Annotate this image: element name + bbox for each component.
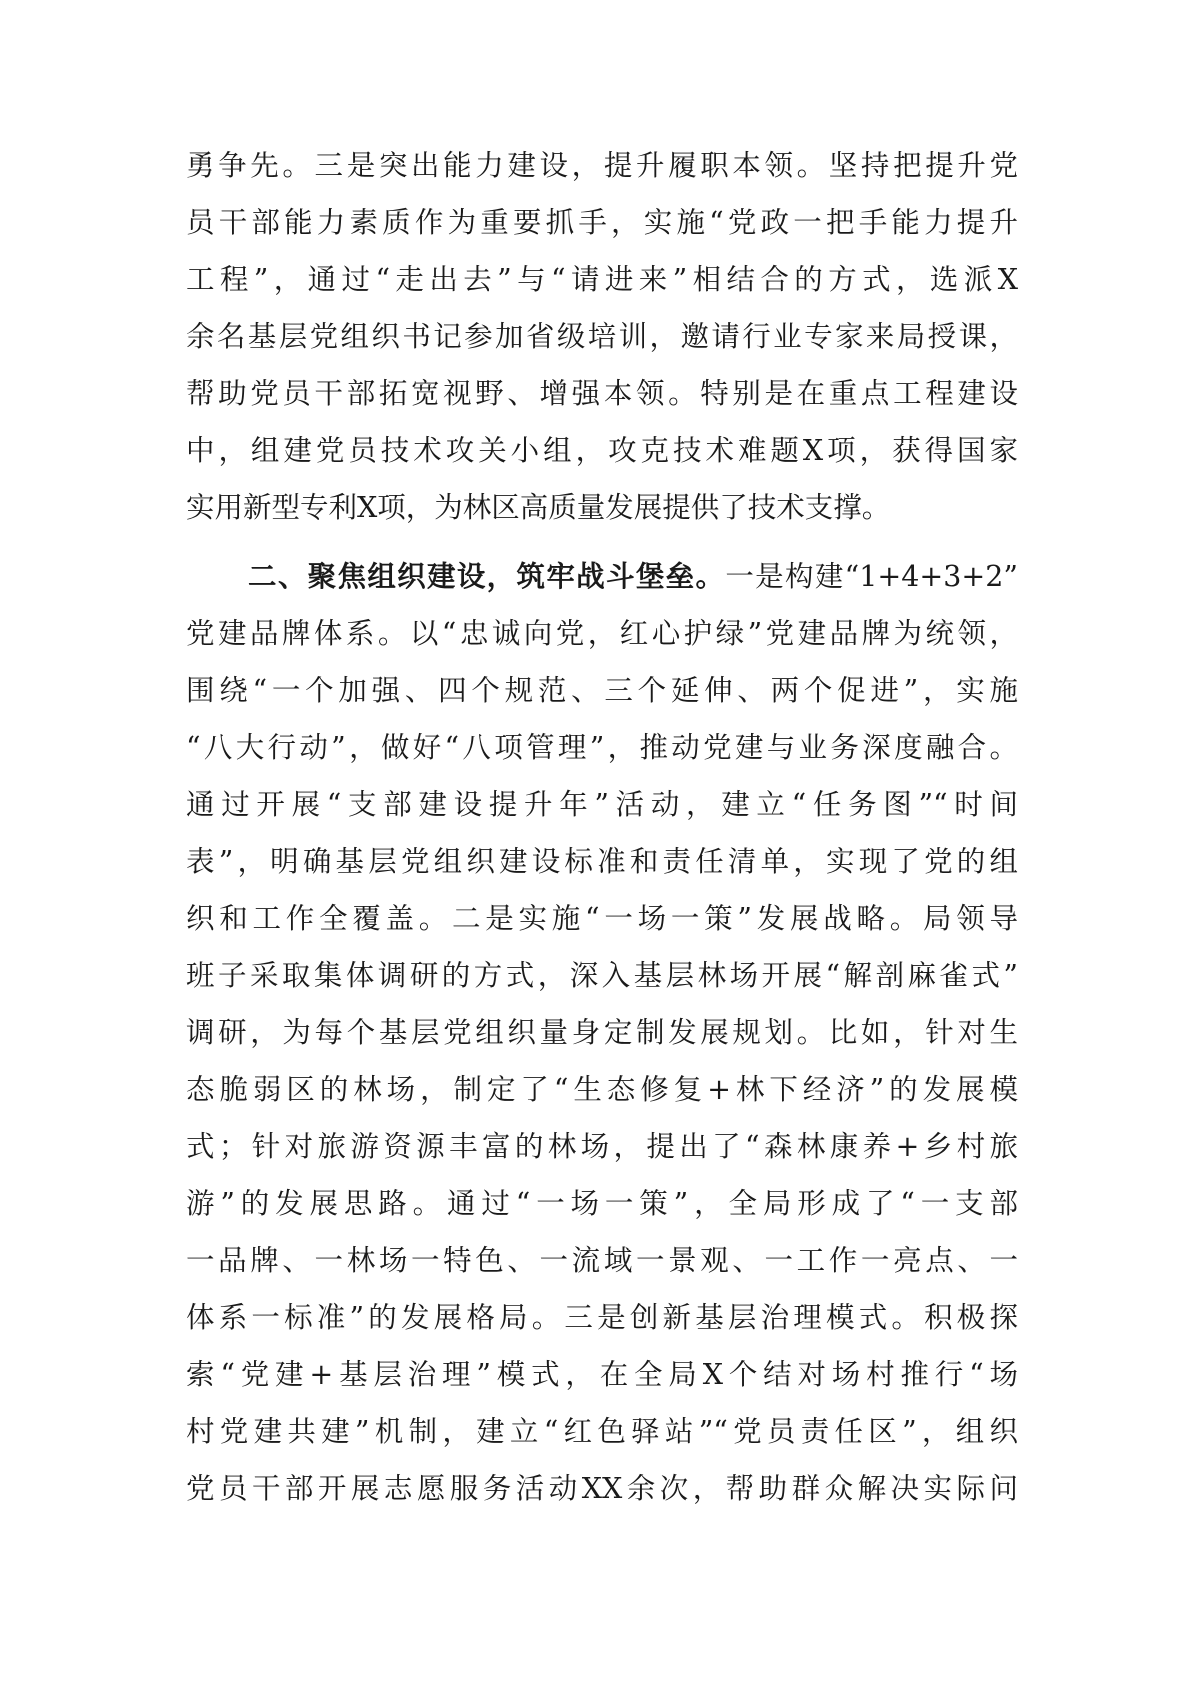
text-line: 班子采取集体调研的方式，深入基层林场开展“解剖麻雀式”: [186, 959, 1018, 992]
text-line: 勇争先。三是突出能力建设，提升履职本领。坚持把提升党: [186, 149, 1018, 182]
text-line: 织和工作全覆盖。二是实施“一场一策”发展战略。局领导: [186, 902, 1018, 935]
text-line: 员干部能力素质作为重要抓手，实施“党政一把手能力提升: [186, 206, 1018, 239]
text-line: “八大行动”，做好“八项管理”，推动党建与业务深度融合。: [186, 731, 1018, 764]
text-line: 体系一标准”的发展格局。三是创新基层治理模式。积极探: [186, 1301, 1018, 1334]
text-line: 表”，明确基层党组织建设标准和责任清单，实现了党的组: [186, 845, 1018, 878]
text-line: 中，组建党员技术攻关小组，攻克技术难题X项，获得国家: [186, 434, 1018, 467]
heading-line-rest: 一是构建“1+4+3+2”: [725, 560, 1018, 593]
text-line: 工程”，通过“走出去”与“请进来”相结合的方式，选派X: [186, 263, 1018, 296]
text-line: 围绕“一个加强、四个规范、三个延伸、两个促进”，实施: [186, 674, 1018, 707]
section-heading: 二、聚焦组织建设，筑牢战斗堡垒。: [248, 560, 726, 593]
text-line: 游”的发展思路。通过“一场一策”，全局形成了“一支部: [186, 1187, 1018, 1220]
text-line: 实用新型专利X项，为林区高质量发展提供了技术支撑。: [186, 491, 891, 524]
text-line: 余名基层党组织书记参加省级培训，邀请行业专家来局授课，: [186, 320, 1018, 353]
text-line: 式；针对旅游资源丰富的林场，提出了“森林康养+乡村旅: [186, 1130, 1018, 1163]
text-line: 党员干部开展志愿服务活动XX余次，帮助群众解决实际问: [186, 1472, 1018, 1505]
text-line: 索“党建+基层治理”模式，在全局X个结对场村推行“场: [186, 1358, 1018, 1391]
text-line: 调研，为每个基层党组织量身定制发展规划。比如，针对生: [186, 1016, 1018, 1049]
text-line: 党建品牌体系。以“忠诚向党，红心护绿”党建品牌为统领，: [186, 617, 1018, 650]
section-heading-line: [186, 549, 1018, 605]
text-line: 一品牌、一林场一特色、一流域一景观、一工作一亮点、一: [186, 1244, 1018, 1277]
text-line: 村党建共建”机制，建立“红色驿站”“党员责任区”，组织: [186, 1415, 1018, 1448]
text-line: 通过开展“支部建设提升年”活动，建立“任务图”“时间: [186, 788, 1018, 821]
text-line: 态脆弱区的林场，制定了“生态修复+林下经济”的发展模: [186, 1073, 1018, 1106]
text-line: 帮助党员干部拓宽视野、增强本领。特别是在重点工程建设: [186, 377, 1018, 410]
